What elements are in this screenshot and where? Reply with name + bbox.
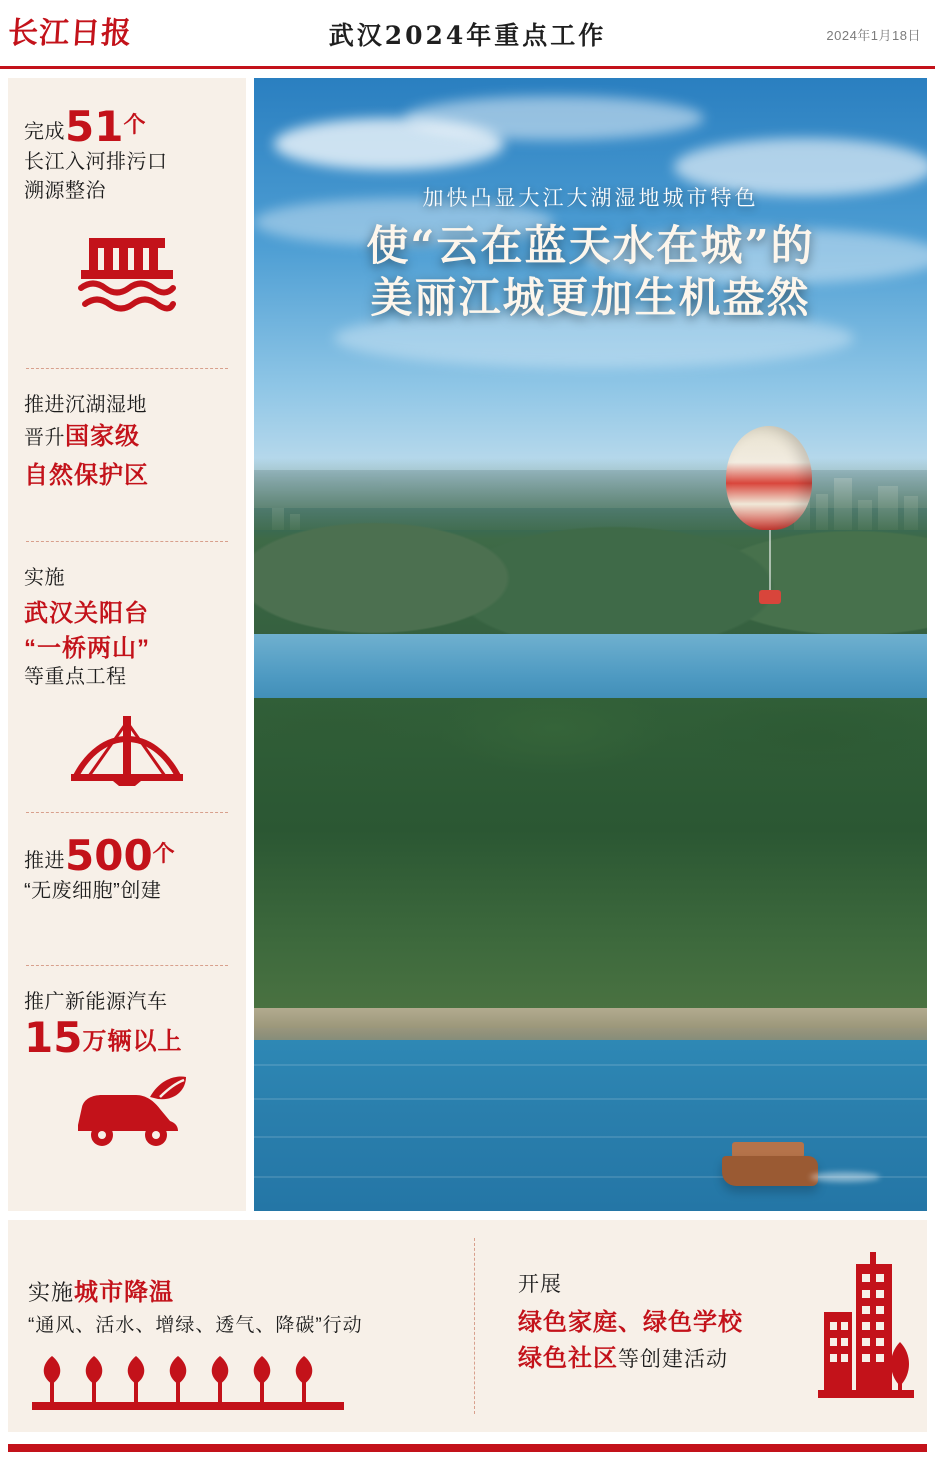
sidebar-item-bridge-project [24,542,230,812]
footer-rule [8,1444,927,1452]
lake [254,634,927,704]
block4-line2: “无废细胞”创建 [24,880,162,902]
bottom-left-highlight: 城市降温 [74,1279,175,1306]
sidebar-item-zero-waste-cells [24,813,230,965]
masthead [0,16,240,51]
block5-number-suffix: 万辆以上 [82,1028,183,1055]
block3-line1: 实施 [24,567,65,589]
river [254,1040,927,1211]
block1-number: 51 [65,102,124,151]
cloud [404,96,704,140]
block3-line3: “一桥两山” [24,635,150,662]
block5-line1: 推广新能源汽车 [24,991,168,1013]
balloon-basket [759,590,781,604]
block4-line1 [24,831,230,880]
block2-highlight: 国家级 [65,423,140,450]
page-header [0,0,935,68]
hero-headline-group [254,182,927,323]
bottom-right-highlight: 绿色社区 [518,1345,618,1372]
bottom-left-line2: “通风、活水、增绿、透气、降碳”行动 [28,1315,363,1336]
hero-photo [254,78,927,1211]
tree-row-icon [32,1350,352,1412]
hot-air-balloon-icon [726,426,812,530]
bottom-item-city-cooling [8,1220,474,1432]
block5-line2 [24,1013,230,1062]
block2-prefix: 晋升 [24,427,65,449]
block2-line3: 自然保护区 [24,461,149,489]
sidebar-item-new-energy-vehicles [24,966,230,1196]
sidebar [8,78,246,1211]
bottom-right-line3 [518,1338,728,1373]
bridge-icon [24,708,230,786]
green-car-icon [24,1073,230,1149]
hero-headline-line2: 美丽江城更加生机盎然 [370,272,811,322]
publication-date: 2024年1月18日 [826,27,921,43]
hero-headline-line1: 使“云在蓝天水在城”的 [366,221,815,270]
block3-line4: 等重点工程 [24,666,127,688]
hero-subtitle: 加快凸显大江大湖湿地城市特色 [422,186,759,210]
bottom-left-line1 [28,1272,174,1307]
bottom-right-tail: 等创建活动 [618,1348,728,1371]
block2-line2 [24,420,230,455]
bottom-bar [8,1220,927,1432]
block1-line2: 长江入河排污口 [24,151,168,173]
newspaper-logo: 长江日报 [6,16,134,51]
bottom-left-prefix: 实施 [28,1280,75,1305]
river-boat-icon [722,1156,818,1186]
bottom-right-line1: 开展 [518,1273,562,1296]
bottom-right-line2: 绿色家庭、绿色学校 [518,1309,743,1336]
green-building-icon [814,1250,918,1400]
block1-line3: 溯源整治 [24,180,106,202]
header-rule [0,66,935,69]
forest-belt [254,698,927,1028]
block5-number: 15 [24,1013,83,1062]
block1-unit: 个 [123,112,146,137]
sidebar-item-wetland-reserve [24,369,230,541]
boat-wake [810,1172,880,1182]
block2-line1: 推进沉湖湿地 [24,394,147,416]
block4-unit: 个 [152,841,176,866]
sidebar-item-river-outfall [24,78,230,368]
block4-prefix: 推进 [24,850,65,872]
green-hills [254,458,927,638]
bottom-item-green-campaigns [474,1220,927,1432]
block3-line2: 武汉关阳台 [24,600,149,627]
block1-line1 [24,102,230,151]
block4-number: 500 [65,831,153,880]
balloon-tether [769,530,771,592]
block1-prefix: 完成 [24,121,65,143]
page-title: 武汉2024年重点工作 [328,21,607,50]
river-outfall-icon [24,228,230,320]
